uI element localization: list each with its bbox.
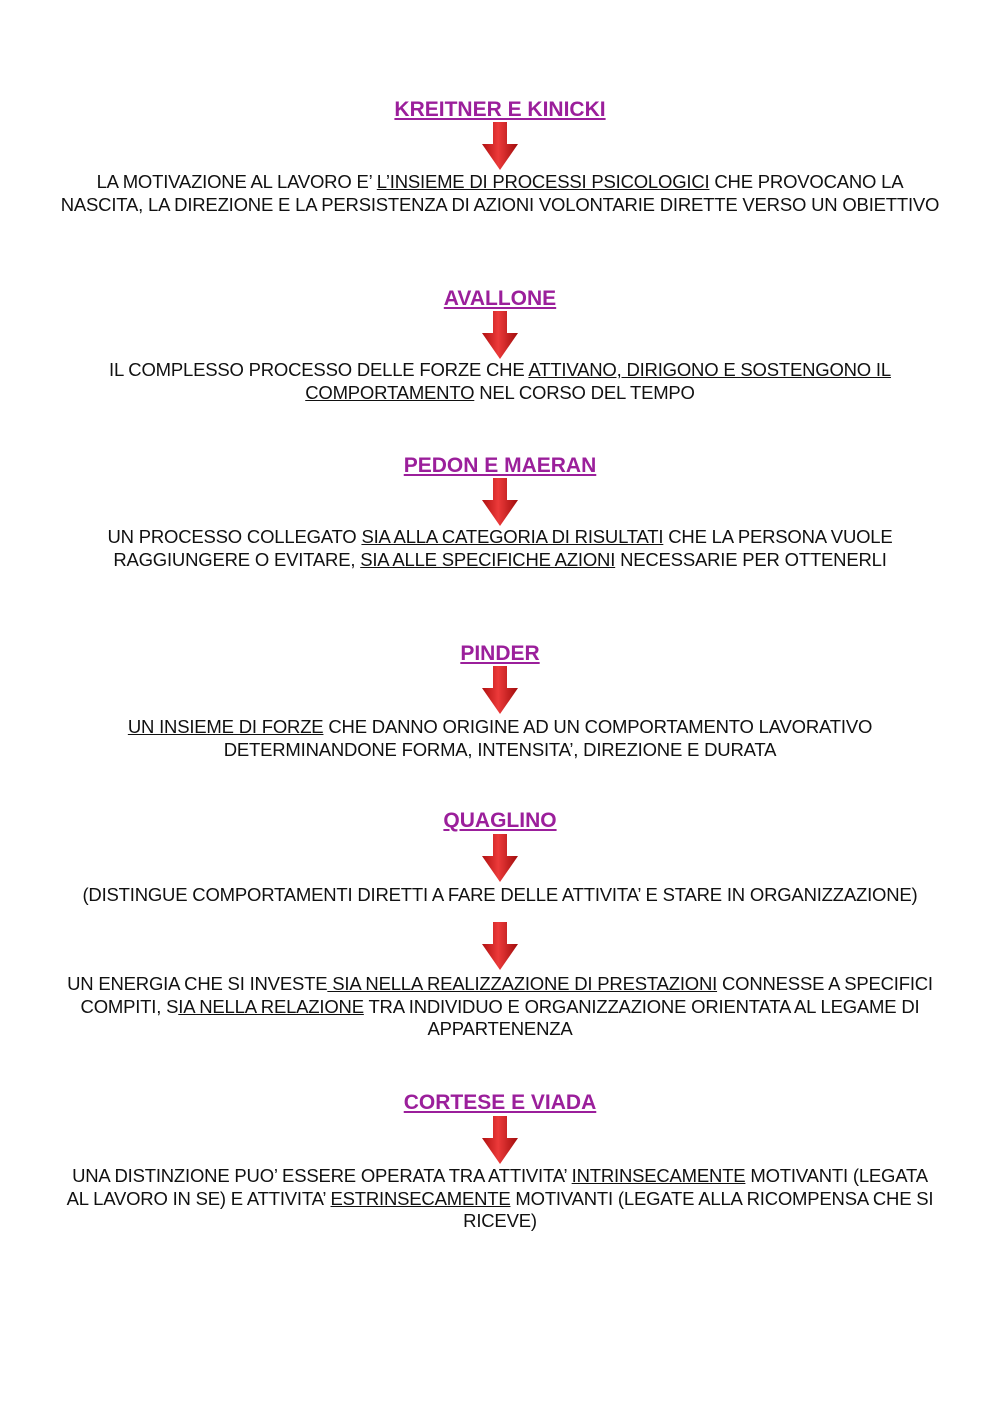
heading-pedon-maeran: PEDON E MAERAN xyxy=(403,454,597,477)
definition-text xyxy=(60,359,940,404)
down-arrow-icon xyxy=(482,922,518,970)
heading-kreitner-kinicki: KREITNER E KINICKI xyxy=(394,98,606,121)
down-arrow-icon xyxy=(482,311,518,359)
text-run: CHE DANNO ORIGINE AD UN COMPORTAMENTO LAVORATIVO DETERMINANDONE FORMA, INTENSITA’, DIREZIONE E DURATA xyxy=(223,716,873,760)
text-run: UNA DISTINZIONE PUO’ ESSERE OPERATA TRA ATTIVITA’ xyxy=(72,1165,572,1186)
heading-quaglino: QUAGLINO xyxy=(443,809,557,832)
underlined-text: UN INSIEME DI FORZE xyxy=(127,716,324,737)
text-run: UN PROCESSO COLLEGATO xyxy=(107,526,362,547)
underlined-text: SIA NELLA REALIZZAZIONE DI PRESTAZIONI xyxy=(327,973,718,994)
definition-text xyxy=(60,1165,940,1233)
heading-cortese-viada: CORTESE E VIADA xyxy=(403,1091,597,1114)
text-run: MOTIVANTI (LEGATA AL LAVORO IN SE) E ATTIVITA’ xyxy=(66,1165,928,1209)
text-run: MOTIVANTI (LEGATE ALLA RICOMPENSA CHE SI RICEVE) xyxy=(463,1187,934,1231)
heading-avallone: AVALLONE xyxy=(443,287,557,310)
note-text: (DISTINGUE COMPORTAMENTI DIRETTI A FARE DELLE ATTIVITA’ E STARE IN ORGANIZZAZIONE) xyxy=(82,884,918,905)
definition-text xyxy=(60,526,940,571)
underlined-text: INTRINSECAMENTE xyxy=(571,1165,746,1186)
underlined-text: SIA ALLA CATEGORIA DI RISULTATI xyxy=(361,526,664,547)
definition-text xyxy=(60,716,940,761)
down-arrow-icon xyxy=(482,122,518,170)
text-run: UN ENERGIA CHE SI INVESTE xyxy=(67,973,328,994)
text-run: IL COMPLESSO PROCESSO DELLE FORZE CHE xyxy=(109,359,529,380)
definition-text xyxy=(60,171,940,216)
underlined-text: L’INSIEME DI PROCESSI PSICOLOGICI xyxy=(376,171,710,192)
underlined-text: IA NELLA RELAZIONE xyxy=(178,995,364,1017)
underlined-text: ATTIVANO, DIRIGONO E SOSTENGONO IL COMPORTAMENTO xyxy=(305,359,891,403)
definition-text xyxy=(60,973,940,1041)
text-run: TRA INDIVIDUO E ORGANIZZAZIONE ORIENTATA AL LEGAME DI APPARTENENZA xyxy=(363,995,920,1039)
heading-pinder: PINDER xyxy=(460,642,540,665)
underlined-text: SIA ALLE SPECIFICHE AZIONI xyxy=(360,548,616,570)
down-arrow-icon xyxy=(482,1116,518,1164)
text-run: NECESSARIE PER OTTENERLI xyxy=(615,548,887,570)
text-run: CONNESSE A SPECIFICI COMPITI, S xyxy=(80,973,933,1017)
text-run: NEL CORSO DEL TEMPO xyxy=(474,381,695,403)
down-arrow-icon xyxy=(482,834,518,882)
text-run: CHE PROVOCANO LA NASCITA, LA DIREZIONE E LA PERSISTENZA DI AZIONI VOLONTARIE DIRETTE VERSO UN OBIETTIVO xyxy=(60,171,940,215)
down-arrow-icon xyxy=(482,666,518,714)
underlined-text: ESTRINSECAMENTE xyxy=(330,1187,511,1209)
text-run: CHE LA PERSONA VUOLE RAGGIUNGERE O EVITARE, xyxy=(113,526,893,570)
down-arrow-icon xyxy=(482,478,518,526)
text-run: LA MOTIVAZIONE AL LAVORO E’ xyxy=(96,171,377,192)
